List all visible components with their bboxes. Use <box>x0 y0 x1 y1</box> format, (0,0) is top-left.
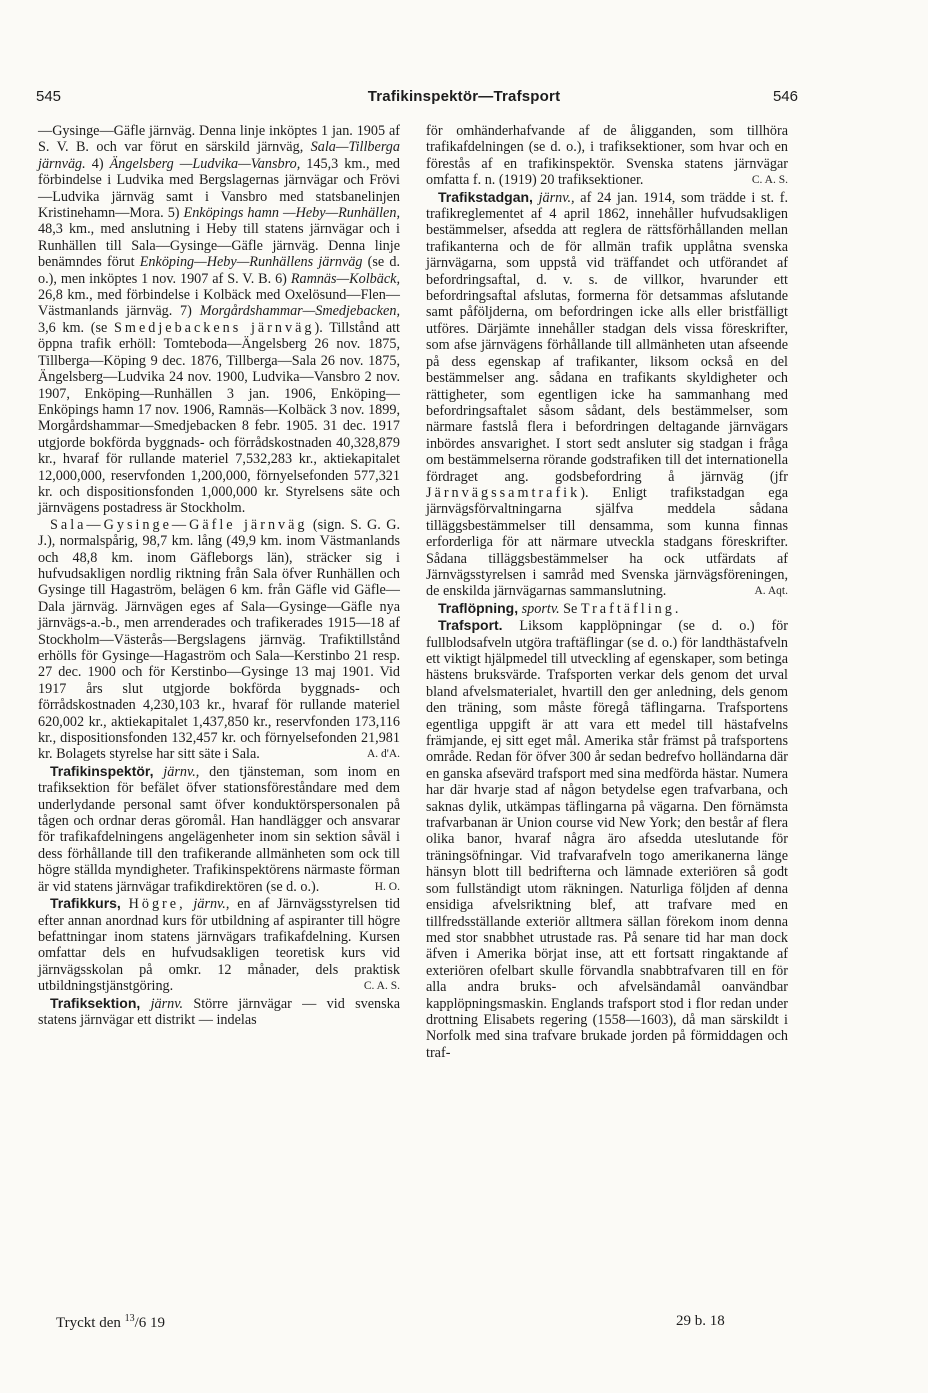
page-footer <box>0 1313 928 1335</box>
paragraph-continuation: för omhänderhafvande af de åligganden, som tillhöra trafikafdelningen (se d. o.), i trafiksektioner, som hvar och en förestås af en trafikinspektör. Svenska statens järnvägar omfatta f. n. (1919) 20 trafiksektioner. C. A. S. <box>426 123 788 189</box>
headword: Trafsport. <box>438 617 503 634</box>
entry-trafiksektion: Trafiksektion, järnv. Större järnvägar — vid svenska statens järnvägar ett distrikt — indelas <box>38 994 400 1028</box>
paragraph-sala-gysinge: Sala—Gysinge—Gäfle järnväg (sign. S. G. G. J.), normalspårig, 98,7 km. lång (49,9 km. inom Västmanlands och 48,8 km. inom Gäfleborgs län), sträcker sig i hufvudsakligen nordlig riktning från Sala öfver Runhällen och Gysinge till Hagaström, belägen 6 km. från Gäfle vid Gäfle—Dala järnväg. Järnvägen eges af Sala—Gysinge—Gäfle nya järnvägs-a.-b., men arrenderades och trafikerades 1915—18 af Stockholm—Västerås—Bergslagens järnväg. Trafiktillstånd erhölls för Gysinge—Hagaström och Sala—Kerstinbo 21 resp. 27 dec. 1900 och för Kerstinbo—Gysinge 13 maj 1901. Vid 1917 års slut utgjorde bokförda byggnads- och förrådskostnaden 4,230,103 kr., hvaraf för rullande materiel 620,002 kr., aktiekapitalet 1,437,850 kr., reservfonden 173,116 kr., dispositionsfonden 132,457 kr. och förnyelsefonden 21,981 kr. Bolagets styrelse har sitt säte i Sala. A. d'A. <box>38 516 401 763</box>
headword: Traflöpning, <box>438 599 519 616</box>
left-column <box>38 123 400 1028</box>
author-signature: C. A. S. <box>751 174 788 187</box>
right-column <box>426 123 788 1061</box>
headword: Trafikstadgan, <box>438 188 533 205</box>
headword: Trafikkurs, <box>50 895 121 912</box>
page-number-right: 546 <box>772 88 798 105</box>
headword: Trafikinspektör, <box>50 762 154 779</box>
page-number-left: 545 <box>36 88 62 105</box>
entry-trafikkurs: Trafikkurs, Högre, järnv., en af Järnvägsstyrelsen tid efter annan anordnad kurs för utbildning af aspiranter till högre befattningar inom statens järnvägars trafikafdelning. Kursen omfattar dels en hufvudsakligen teoretisk kurs vid järnvägsskolan på omkr. 12 månader, dels praktisk utbildningstjänstgöring. C. A. S. <box>38 895 400 995</box>
author-signature: C. A. S. <box>363 980 400 993</box>
entry-trafikstadgan: Trafikstadgan, järnv., af 24 jan. 1914, som trädde i st. f. trafikreglementet af 4 april 1862, innehåller hufvudsakligen bestämmelser, afsedda att reglera de rättsförhållanden mellan trafikanterna och de för allmän trafik upplåtna svenska järnvägarna, som uppstå vid träffandet och utförandet af befordringsaftal, d. v. s. de villkor, hvarunder ett befordringsaftal afslutas, formerna för detsammas afslutande samt påföljderna, om befordringen icke alls eller bristfälligt utföres. Därjämte innehåller stadgan dels vissa föreskrifter, som afse järnvägens förhållande till allmänheten utan afseende på dess egenskap af trafikanter, liksom också en del bestämmelser ang. sådana en trafikants skyldigheter och rättigheter, som egentligen icke ha sammanhang med befordringsaftalet såsom sådant, dels bestämmelser, som närmare fastslå flera i befordringen deltagande järnvägars inbördes ansvarighet. I stort sedt ansluter sig stadgan i fråga om bestämmelserna rörande godstrafiken till det internationella fördraget ang. godsbefordring å järnväg (jfr Järnvägssamtrafik). Enligt trafikstadgan ega järnvägsförvaltningarna själfva meddela sådana tilläggsbestämmelser till densamma, som kunna finnas erforderliga för att närmare utveckla stadgans föreskrifter. Sådana tilläggsbestämmelser ha ock utfärdats af Järnvägsstyrelsen i samråd med Svenska järnvägsföreningen, de enskilda järnvägarnas sammanslutning. A. Aqt. <box>426 188 789 600</box>
print-date: Tryckt den $^{13}$/6 19 <box>56 1313 166 1331</box>
running-title: Trafikinspektör—Trafsport <box>367 88 561 105</box>
paragraph-continuation: —Gysinge—Gäfle järnväg. Denna linje inköptes 1 jan. 1905 af S. V. B. och var förut en särskild järnväg, Sala—Tillberga järnväg. 4) Ängelsberg —Ludvika—Vansbro, 145,3 km., med förbindelse i Ludvika med Bergslagernas järnvägar och Frövi —Ludvika järnväg samt i Vansbro med statsbanelinjen Kristinehamn—Mora. 5) Enköpings hamn —Heby—Runhällen, 48,3 km., med anslutning i Heby till statens järnvägar och i Runhällen till Sala—Gysinge—Gäfle järnväg. Denna linje benämndes förut Enköping—Heby—Runhällens järnväg (se d. o.), men inköptes 1 nov. 1907 af S. V. B. 6) Ramnäs—Kolbäck, 26,8 km., med förbindelse i Kolbäck med Oxelösund—Flen—Västmanlands järnväg. 7) Morgårdshammar—Smedjebacken, 3,6 km. (se Smedjebackens järnväg). Tillstånd att öppna trafik erhöll: Tomteboda—Ängelsberg 26 nov. 1875, Tillberga—Köping 9 dec. 1876, Tillberga—Sala 26 nov. 1875, Ängelsberg—Ludvika 24 nov. 1900, Ludvika—Vansbro 2 nov. 1907, Enköping—Runhällen 3 jan. 1906, Enköping—Enköpings hamn 17 nov. 1906, Ramnäs—Kolbäck 3 nov. 1899, Morgårdshammar—Smedjebacken 8 febr. 1905. 31 dec. 1917 utgjorde bokförda byggnads- och förrådskostnaden 40,328,879 kr., hvaraf för rullande materiel 7,532,283 kr., aktiekapitalet 12,000,000, reservfonden 1,200,000, förnyelsefonden 577,321 kr. och dispositionsfonden 1,000,000 kr. Styrelsens säte och järnvägens postadress är Stockholm. <box>38 123 400 517</box>
signature-mark: 29 b. 18 <box>676 1313 725 1329</box>
page-header <box>0 88 928 110</box>
entry-trafsport: Trafsport. Liksom kapplöpningar (se d. o.) för fullblodsafveln utgöra traftäflingar (se d. o.) för landthästafveln ett viktigt hjälpmedel till utveckling af egenskaper, som betinga hästens bruksvärde. Trafsporten verkar dels genom det urval bland afvelsmaterialet, hvartill den ger anledning, dels genom den träning, som måste föregå täflingarna. Trafsportens egentliga uppgift är att vara ett medel till hästafvelns främjande, ej sitt eget mål. Amerika står främst på trafsportens område. Redan för öfver 300 år sedan bedrefvo holländarna där en ganska afsevärd trafsport med sina medförda hästar. Numera har där hvarje stad af någon betydelse egen trafvarbana, och saknas dylik, utkämpas täflingarna på vägarna. Den förnämsta trafvarbanan är Union course vid New York; den består af flera olika banor, hvaraf några äro afsedda uteslutande för träningsöfningar. Vid trafvarafveln togo amerikanerna länge hänsyn blott till bedrifterna och lämnade exteriören så godt som fullständigt utom räkningen. Naturliga följden af denna ensidiga afvelsriktning blef, att trafvare med en tillfredsställande exteriör alltmera sällan förekom inom denna med stor snabbhet utrustade ras. På senare tid har man dock äfven i Amerika börjat inse, att ett fortsatt ringaktande af exteriören ofelbart skulle förvandla snabbtrafvaren till en för alla andra bruks- och afvelsändamål oanvändbar kapplöpningsmaskin. Englands trafsport stod i flor redan under drottning Elisabets regering (1558—1603), då man särskildt i Norfolk med sina trafvare brukade jorden på förmiddagen och traf- <box>426 617 788 1061</box>
author-signature: H. O. <box>374 880 400 893</box>
entry-traflopning: Traflöpning, sportv. Se Traftäfling. <box>438 599 682 617</box>
entry-trafikinspektor: Trafikinspektör, järnv., den tjänsteman, som inom en trafiksektion för befälet öfver stationsföreståndare med dem underlydande personal samt öfver konduktörspersonalen på tågen och ordnar deras göromål. Han handlägger och ansvarar för trafikafdelningens angelägenheter inom sin sektion såväl i dess förhållande till den trafikerande allmänheten som ock till högre ställda myndigheter. Trafikinspektörens närmaste förman är vid statens järnvägar trafikdirektören (se d. o.). H. O. <box>38 762 401 895</box>
author-signature: A. Aqt. <box>754 585 788 598</box>
author-signature: A. d'A. <box>366 748 400 761</box>
headword: Trafiksektion, <box>50 994 141 1011</box>
